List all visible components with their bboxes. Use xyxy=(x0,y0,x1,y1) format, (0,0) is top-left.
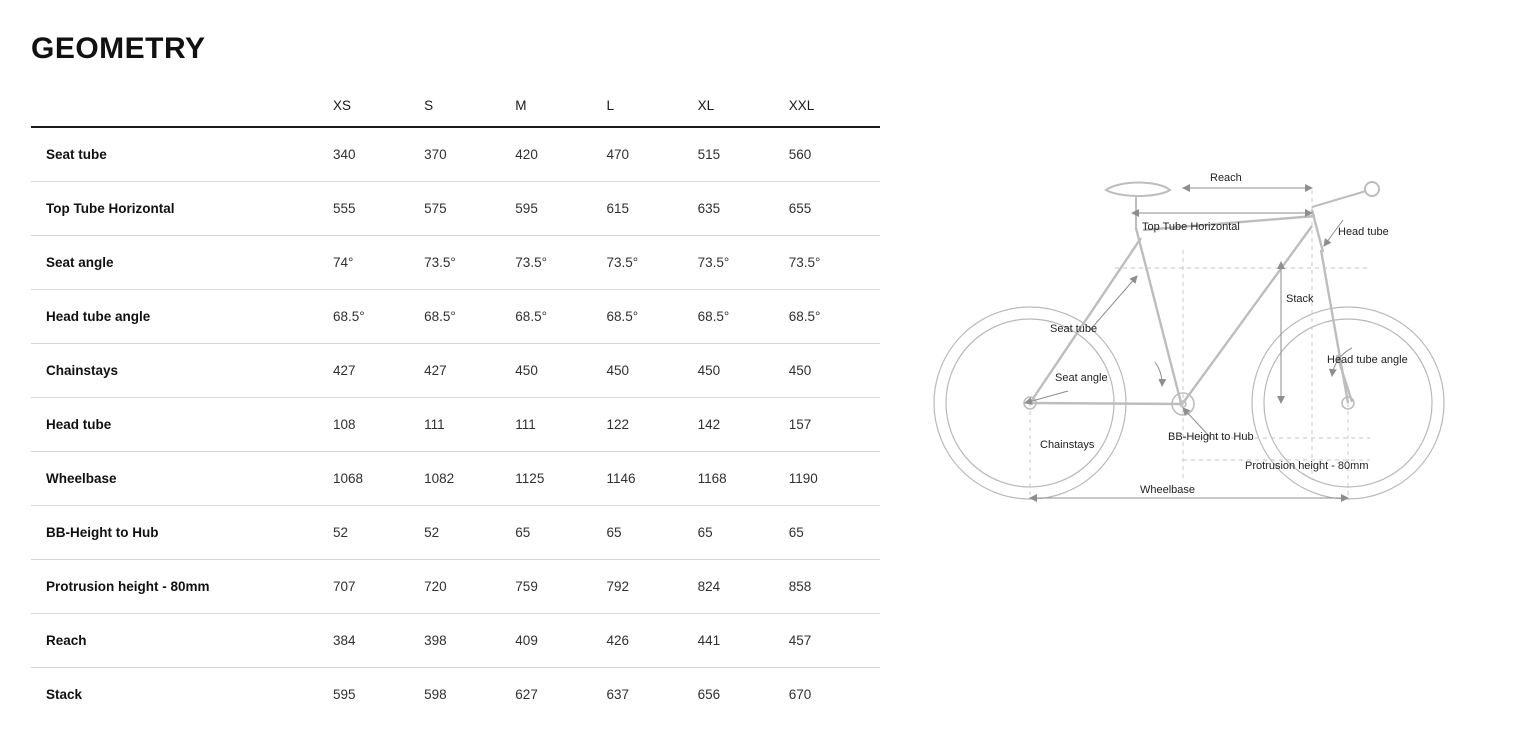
dimension-label-head-tube-angle: Head tube angle xyxy=(1327,354,1408,366)
handlebar-icon xyxy=(1312,182,1379,207)
column-header-s: S xyxy=(424,84,515,127)
row-value: 398 xyxy=(424,614,515,668)
geometry-table xyxy=(31,84,880,721)
row-value: 450 xyxy=(606,344,697,398)
table-header xyxy=(31,84,880,127)
column-header-measure xyxy=(31,84,333,127)
row-value: 426 xyxy=(606,614,697,668)
row-value: 111 xyxy=(424,398,515,452)
row-label: Chainstays xyxy=(31,344,333,398)
table-row xyxy=(31,560,880,614)
row-label: Head tube angle xyxy=(31,290,333,344)
row-value: 74° xyxy=(333,236,424,290)
row-value: 157 xyxy=(789,398,880,452)
row-value: 420 xyxy=(515,127,606,182)
dimension-label-top-tube-horizontal: Top Tube Horizontal xyxy=(1142,221,1240,233)
row-value: 68.5° xyxy=(698,290,789,344)
row-value: 598 xyxy=(424,687,447,702)
row-value: 655 xyxy=(789,182,880,236)
row-label: Seat tube xyxy=(31,127,333,182)
dimension-label-bb-height-to-hub: BB-Height to Hub xyxy=(1168,431,1254,443)
column-header-xs: XS xyxy=(333,84,424,127)
row-label: Wheelbase xyxy=(31,452,333,506)
table-row xyxy=(31,344,880,398)
row-value: 441 xyxy=(698,614,789,668)
dimension-top-tube-horizontal xyxy=(1132,213,1312,233)
row-value: 470 xyxy=(606,127,697,182)
table-row xyxy=(31,452,880,506)
dimension-stack xyxy=(1281,262,1314,403)
dimension-label-wheelbase: Wheelbase xyxy=(1140,484,1196,496)
row-value: 108 xyxy=(333,398,424,452)
row-value: 457 xyxy=(789,614,880,668)
row-value: 122 xyxy=(606,398,697,452)
dimension-label-head-tube: Head tube xyxy=(1338,226,1389,238)
column-header-m: M xyxy=(515,84,606,127)
dimension-label-chainstays: Chainstays xyxy=(1040,439,1095,451)
bike-geometry-diagram xyxy=(900,150,1520,550)
row-value: 65 xyxy=(606,506,697,560)
row-value: 68.5° xyxy=(606,290,697,344)
dimension-chainstays xyxy=(1025,391,1095,451)
row-value: 73.5° xyxy=(789,236,880,290)
row-label: Head tube xyxy=(31,398,333,452)
row-value: 65 xyxy=(515,506,606,560)
row-value: 52 xyxy=(424,506,515,560)
row-label: Seat angle xyxy=(31,236,333,290)
row-value: 1146 xyxy=(606,452,697,506)
dimension-bb-height-to-hub xyxy=(1168,408,1254,443)
row-value: 68.5° xyxy=(424,290,515,344)
row-label: Reach xyxy=(31,614,333,668)
row-value: 68.5° xyxy=(333,290,424,344)
row-value: 615 xyxy=(606,182,697,236)
row-value: 515 xyxy=(698,127,789,182)
table-row xyxy=(31,668,880,722)
table-row xyxy=(31,398,880,452)
row-value: 824 xyxy=(698,560,789,614)
row-value: 759 xyxy=(515,560,606,614)
dimension-label-seat-tube: Seat tube xyxy=(1050,323,1098,335)
row-value: 340 xyxy=(333,127,424,182)
row-value: 656 xyxy=(697,687,721,702)
dimension-label-stack: Stack xyxy=(1286,293,1314,305)
dimension-seat-tube xyxy=(1050,276,1137,335)
table-row xyxy=(31,506,880,560)
row-label: Protrusion height - 80mm xyxy=(31,560,333,614)
table-header-row xyxy=(31,84,880,127)
table-row xyxy=(31,236,880,290)
dimension-label-seat-angle: Seat angle xyxy=(1055,372,1108,384)
page-title: GEOMETRY xyxy=(31,32,206,65)
row-label: Stack xyxy=(46,687,83,702)
row-value: 73.5° xyxy=(606,236,697,290)
row-value: 1125 xyxy=(515,452,606,506)
table-row xyxy=(31,290,880,344)
row-value: 68.5° xyxy=(789,290,880,344)
row-value: 68.5° xyxy=(515,290,606,344)
row-value: 595 xyxy=(515,182,606,236)
row-value: 73.5° xyxy=(698,236,789,290)
row-value: 560 xyxy=(789,127,880,182)
dimension-label-protrusion-height: Protrusion height - 80mm xyxy=(1245,460,1369,472)
row-value: 73.5° xyxy=(515,236,606,290)
row-value: 370 xyxy=(424,127,515,182)
column-header-xxl: XXL xyxy=(789,84,880,127)
row-value: 142 xyxy=(698,398,789,452)
row-value: 384 xyxy=(333,614,424,668)
row-value: 670 xyxy=(788,687,812,702)
row-value: 720 xyxy=(424,560,515,614)
row-value: 858 xyxy=(789,560,880,614)
row-value: 1190 xyxy=(789,452,880,506)
row-value: 409 xyxy=(515,614,606,668)
row-value: 65 xyxy=(789,506,880,560)
dimension-label-reach: Reach xyxy=(1210,172,1242,184)
row-value: 1168 xyxy=(698,452,789,506)
row-label: BB-Height to Hub xyxy=(31,506,333,560)
row-label: Top Tube Horizontal xyxy=(31,182,333,236)
dimension-head-tube xyxy=(1324,220,1389,246)
row-value: 450 xyxy=(515,344,606,398)
row-value: 52 xyxy=(333,506,424,560)
row-value: 1082 xyxy=(424,452,515,506)
column-header-xl: XL xyxy=(698,84,789,127)
row-value: 707 xyxy=(333,560,424,614)
row-value: 65 xyxy=(698,506,789,560)
table-body xyxy=(31,127,880,721)
row-value: 1068 xyxy=(333,452,424,506)
row-value: 635 xyxy=(698,182,789,236)
row-value: 427 xyxy=(333,344,424,398)
row-value: 555 xyxy=(333,182,424,236)
row-value: 427 xyxy=(424,344,515,398)
table-row xyxy=(31,127,880,182)
row-value: 111 xyxy=(515,398,606,452)
row-value: 627 xyxy=(515,687,538,702)
table-row xyxy=(31,614,880,668)
dimension-reach xyxy=(1183,172,1312,188)
row-value: 450 xyxy=(698,344,789,398)
row-value: 595 xyxy=(332,687,356,702)
row-value: 575 xyxy=(424,182,515,236)
row-value: 637 xyxy=(606,687,629,702)
row-value: 73.5° xyxy=(424,236,515,290)
table-row xyxy=(31,182,880,236)
row-value: 450 xyxy=(789,344,880,398)
row-value: 792 xyxy=(606,560,697,614)
column-header-l: L xyxy=(606,84,697,127)
